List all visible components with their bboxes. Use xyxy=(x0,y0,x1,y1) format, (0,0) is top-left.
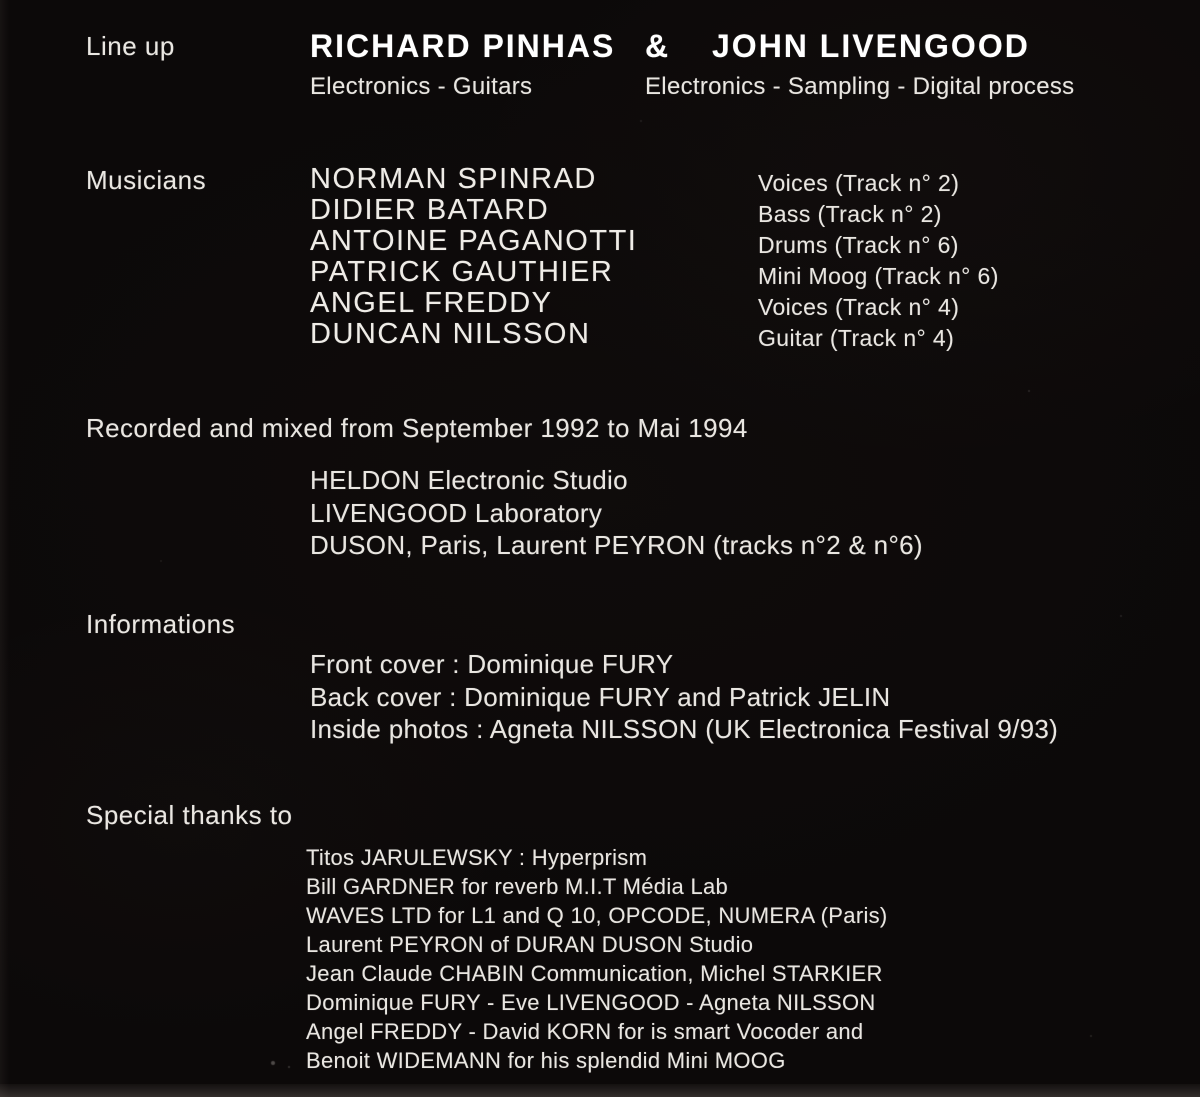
musician-name: PATRICK GAUTHIER xyxy=(310,256,614,288)
musician-name: ANGEL FREDDY xyxy=(310,287,553,319)
studio-line: LIVENGOOD Laboratory xyxy=(310,497,603,528)
musician-roles-column xyxy=(758,168,999,354)
thanks-label: Special thanks to xyxy=(86,800,293,830)
info-line: Back cover : Dominique FURY and Patrick JELIN xyxy=(310,681,891,712)
musician-role: Drums (Track n° 6) xyxy=(758,232,959,258)
musician-names-column xyxy=(310,164,637,350)
musician-name: DUNCAN NILSSON xyxy=(310,318,591,350)
scan-edge-bottom xyxy=(0,1084,1200,1097)
lineup-label: Line up xyxy=(86,31,175,61)
thanks-line: Benoit WIDEMANN for his splendid Mini MOOG xyxy=(306,1048,786,1073)
artist-roles-richard-pinhas: Electronics - Guitars xyxy=(310,73,533,100)
studio-line: HELDON Electronic Studio xyxy=(310,465,628,495)
informations-label: Informations xyxy=(86,609,236,639)
musician-role: Guitar (Track n° 4) xyxy=(758,325,955,351)
musician-role: Bass (Track n° 2) xyxy=(758,201,942,227)
thanks-line: Laurent PEYRON of DURAN DUSON Studio xyxy=(306,932,754,957)
info-line: Inside photos : Agneta NILSSON (UK Electronica Festival 9/93) xyxy=(310,714,1059,744)
musicians-label: Musicians xyxy=(86,165,207,195)
thanks-line: Titos JARULEWSKY : Hyperprism xyxy=(306,845,648,870)
thanks-line: Dominique FURY - Eve LIVENGOOD - Agneta NILSSON xyxy=(306,990,876,1015)
artist-name-richard-pinhas: RICHARD PINHAS xyxy=(310,28,616,64)
info-line: Front cover : Dominique FURY xyxy=(310,649,674,679)
musician-role: Voices (Track n° 2) xyxy=(758,170,960,196)
artist-name-john-livengood: JOHN LIVENGOOD xyxy=(712,28,1030,64)
musician-name: NORMAN SPINRAD xyxy=(310,163,597,195)
thanks-line: Angel FREDDY - David KORN for is smart Vocoder and xyxy=(306,1019,864,1044)
studio-line: DUSON, Paris, Laurent PEYRON (tracks n°2 & n°6) xyxy=(310,530,923,560)
thanks-column xyxy=(306,843,888,1075)
thanks-line: WAVES LTD for L1 and Q 10, OPCODE, NUMERA (Paris) xyxy=(306,903,888,928)
scan-edge-left xyxy=(0,0,9,1097)
musician-role: Mini Moog (Track n° 6) xyxy=(758,263,999,289)
artist-roles-john-livengood: Electronics - Sampling - Digital process xyxy=(645,73,1075,100)
recording-heading: Recorded and mixed from September 1992 to Mai 1994 xyxy=(86,413,748,443)
musician-role: Voices (Track n° 4) xyxy=(758,294,960,320)
musician-name: ANTOINE PAGANOTTI xyxy=(310,225,638,257)
thanks-line: Bill GARDNER for reverb M.I.T Média Lab xyxy=(306,874,729,899)
informations-column xyxy=(310,648,1058,746)
thanks-line: Jean Claude CHABIN Communication, Michel STARKIER xyxy=(306,961,883,986)
studios-column xyxy=(310,464,923,562)
ampersand-separator: & xyxy=(645,28,671,64)
musician-name: DIDIER BATARD xyxy=(310,194,550,226)
